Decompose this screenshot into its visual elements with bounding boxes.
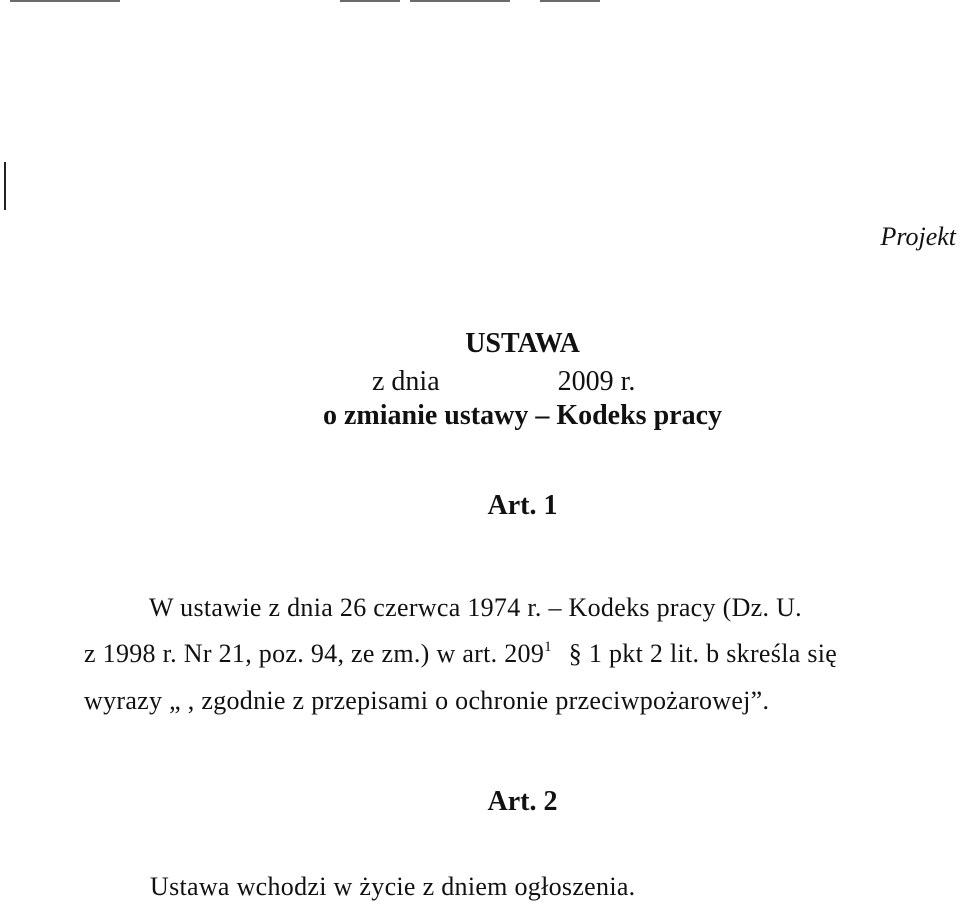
article-1-line-2 <box>84 639 837 669</box>
scan-artifact-top <box>10 0 120 2</box>
article-1-line-1: W ustawie z dnia 26 czerwca 1974 r. – Kodeks pracy (Dz. U. <box>149 593 802 622</box>
date-prefix: z dnia <box>372 366 440 397</box>
article-1-line-2-rest: § 1 pkt 2 lit. b skreśla się <box>568 639 838 668</box>
scan-artifact-top <box>540 0 600 2</box>
date-year: 2009 r. <box>557 366 636 397</box>
document-title: USTAWA <box>465 328 580 359</box>
scan-artifact-top <box>410 0 510 2</box>
article-2-heading: Art. 2 <box>487 786 558 817</box>
scan-artifact-top <box>340 0 400 2</box>
article-1-line-3: wyrazy „ , zgodnie z przepisami o ochronie przeciwpożarowej”. <box>84 686 770 715</box>
article-superscript: 1 <box>544 639 552 655</box>
document-subtitle: o zmianie ustawy – Kodeks pracy <box>323 400 722 431</box>
article-1-heading: Art. 1 <box>487 490 558 521</box>
date-line <box>372 366 635 398</box>
scan-artifact-left-bar <box>4 162 6 210</box>
projekt-label: Projekt <box>880 222 956 251</box>
article-1-line-2-text: z 1998 r. Nr 21, poz. 94, ze zm.) w art. 209 <box>84 639 545 668</box>
article-2-line-1: Ustawa wchodzi w życie z dniem ogłoszenia. <box>150 872 636 901</box>
